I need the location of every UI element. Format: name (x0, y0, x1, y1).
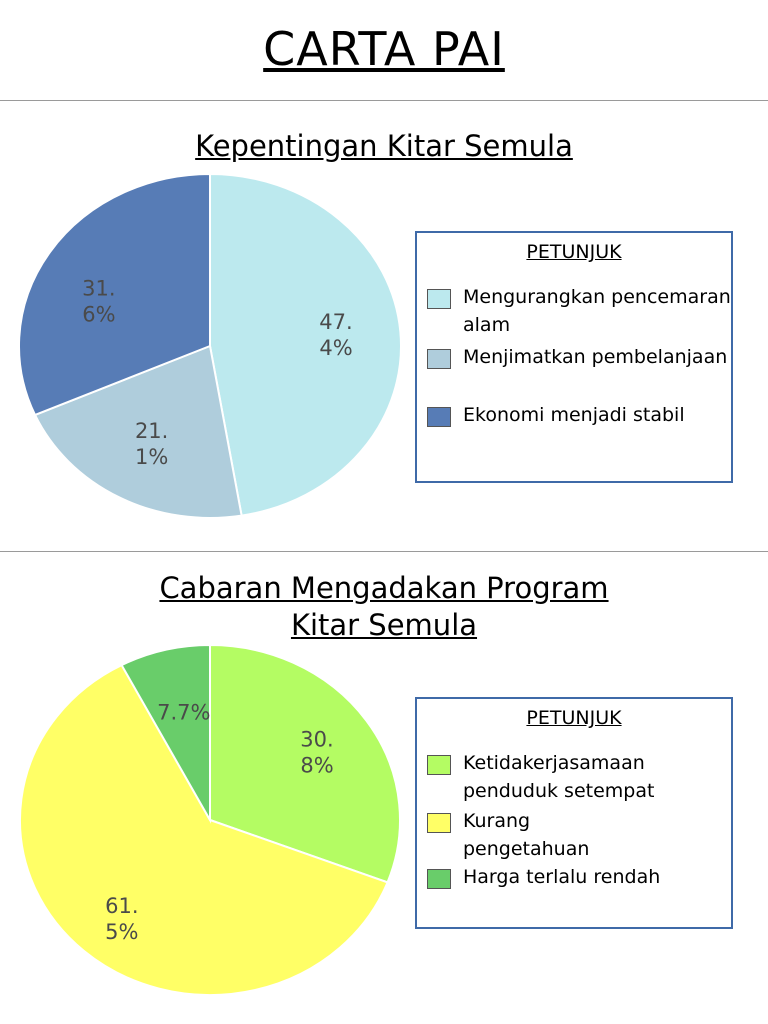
chart-2-legend-swatch (427, 813, 451, 833)
chart-1-legend-label: Ekonomi menjadi stabil (463, 404, 685, 426)
slice-data-label: 21. 1% (134, 418, 169, 469)
chart-1-legend (415, 231, 733, 483)
chart-1-legend-swatch (427, 289, 451, 309)
slice-data-label: 31. 6% (82, 276, 116, 327)
chart-1-legend-label: Mengurangkan pencemaran alam (463, 286, 731, 336)
chart-2-legend-label: Ketidakerjasamaan penduduk setempat (463, 752, 655, 802)
chart-1-legend-label: Menjimatkan pembelanjaan (463, 346, 728, 368)
chart-2-title-line-1: Cabaran Mengadakan Program (159, 571, 609, 605)
chart-2-legend-swatch (427, 869, 451, 889)
chart-2-legend-swatch (427, 755, 451, 775)
slice-data-label: 47. 4% (319, 310, 353, 361)
chart-2-title-line-2: Kitar Semula (290, 608, 478, 642)
chart-1-pie (0, 160, 420, 540)
chart-2-legend-label: Harga terlalu rendah (463, 866, 661, 888)
chart-2-pie (0, 630, 420, 1020)
pie-slice (210, 174, 401, 516)
page-title: CARTA PAI (263, 22, 505, 76)
chart-2-legend-label: Kurang pengetahuan (463, 810, 590, 860)
divider-middle (0, 551, 768, 552)
slice-data-label: 61. 5% (105, 894, 139, 945)
divider-top (0, 100, 768, 101)
slice-data-label: 30. 8% (300, 727, 334, 778)
chart-2-legend (415, 697, 733, 929)
chart-1-legend-swatch (427, 407, 451, 427)
chart-1-legend-title: PETUNJUK (526, 241, 622, 263)
chart-1-legend-swatch (427, 349, 451, 369)
chart-2-legend-title: PETUNJUK (526, 707, 622, 729)
slice-data-label: 7.7% (157, 700, 211, 725)
chart-1-title-line-1: Kepentingan Kitar Semula (195, 129, 573, 163)
